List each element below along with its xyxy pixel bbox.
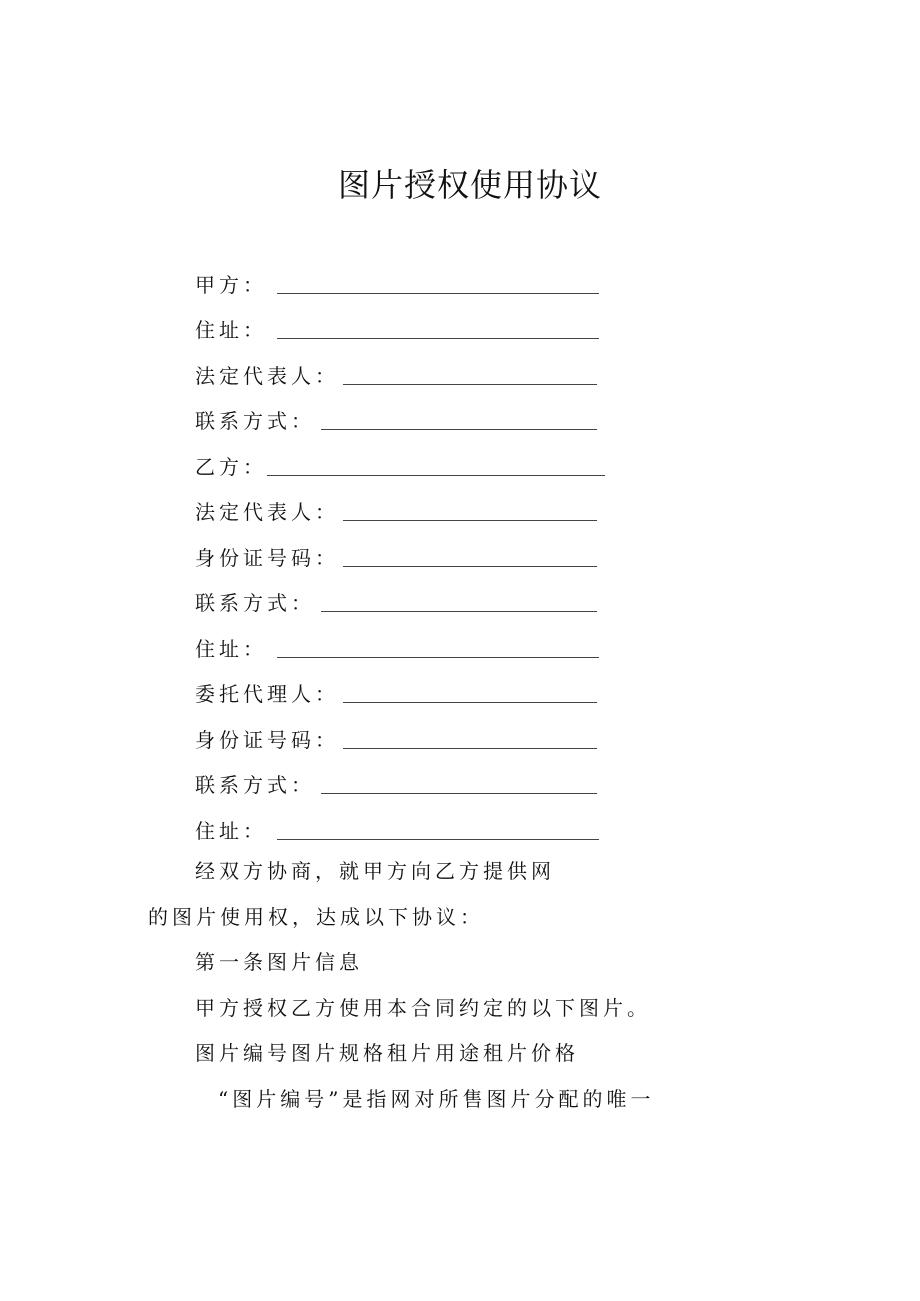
party-b-address-field [195, 627, 599, 661]
fill-in-line[interactable] [277, 269, 599, 294]
fill-in-line[interactable] [277, 815, 599, 840]
body-paragraph: 经双方协商，就甲方向乙方提供网 [195, 859, 555, 883]
fill-in-line[interactable] [343, 360, 597, 385]
fill-in-line[interactable] [277, 633, 599, 658]
party-b-field [195, 445, 605, 479]
field-label: 甲方： [195, 273, 267, 297]
agent-contact-field [195, 763, 597, 797]
fill-in-line[interactable] [343, 678, 597, 703]
field-label: 住址： [195, 318, 267, 342]
party-a-field [195, 263, 599, 297]
body-paragraph: “图片编号”是指网对所售图片分配的唯一 [218, 1087, 655, 1111]
fill-in-line[interactable] [321, 405, 597, 430]
fill-in-line[interactable] [321, 769, 597, 794]
field-label: 联系方式： [195, 591, 315, 615]
fill-in-line[interactable] [267, 451, 605, 476]
field-label: 乙方： [195, 455, 267, 479]
agent-id-number-field [195, 718, 597, 752]
party-a-legal-rep-field [195, 354, 597, 388]
party-b-id-number-field [195, 536, 597, 570]
field-label: 身份证号码： [195, 546, 339, 570]
field-label: 住址： [195, 819, 267, 843]
body-paragraph: 的图片使用权，达成以下协议： [148, 905, 484, 929]
field-label: 法定代表人： [195, 364, 339, 388]
fill-in-line[interactable] [321, 587, 597, 612]
body-paragraph: 甲方授权乙方使用本合同约定的以下图片。 [195, 996, 651, 1020]
fill-in-line[interactable] [277, 314, 599, 339]
document-title: 图片授权使用协议 [337, 166, 602, 204]
field-label: 住址： [195, 637, 267, 661]
party-a-address-field [195, 308, 599, 342]
field-label: 身份证号码： [195, 728, 339, 752]
fill-in-line[interactable] [343, 542, 597, 567]
party-a-contact-field [195, 399, 597, 433]
agent-address-field [195, 809, 599, 843]
party-b-contact-field [195, 581, 597, 615]
field-label: 法定代表人： [195, 500, 339, 524]
field-label: 联系方式： [195, 773, 315, 797]
fill-in-line[interactable] [343, 496, 597, 521]
fill-in-line[interactable] [343, 724, 597, 749]
field-label: 委托代理人： [195, 682, 339, 706]
table-header-text: 图片编号图片规格租片用途租片价格 [195, 1041, 579, 1065]
party-b-legal-rep-field [195, 490, 597, 524]
field-label: 联系方式： [195, 409, 315, 433]
agent-field [195, 672, 597, 706]
section-heading: 第一条图片信息 [195, 950, 363, 974]
